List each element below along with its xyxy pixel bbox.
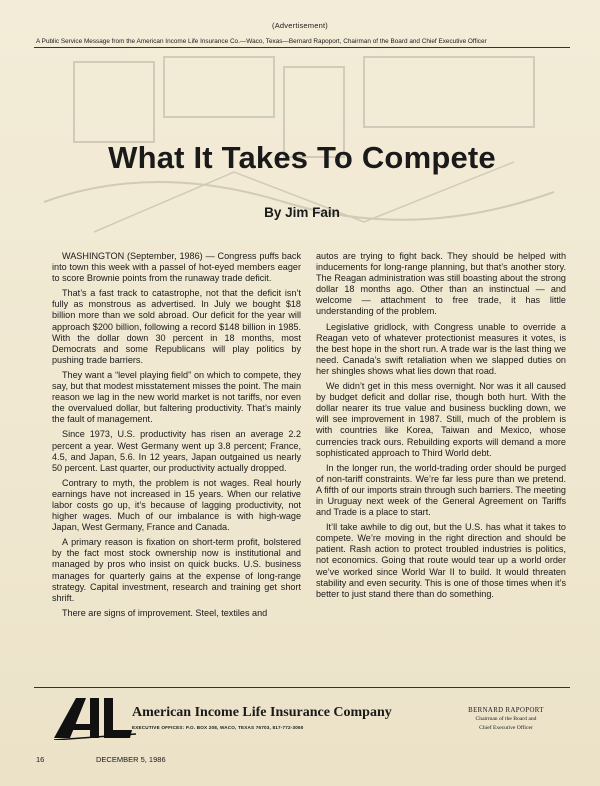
paragraph: It’ll take awhile to dig out, but the U.S. has what it takes to compete. We’re moving in the right direction and should be patient. Rash action to protect troubled industries is politics, not economics. Going that route would tear up a world order we’ve worked since World War II to build. It would threaten stability and even security. This is one of those times when it’s better to just stand there than do something. — [316, 522, 566, 599]
paragraph: In the longer run, the world-trading order should be purged of non-tariff constraints. We’re far less pure than we pretend. A fifth of our imports strain through such barriers. The meeting in Uruguay next week of the General Agreement on Tariffs and Trade is a place to start. — [316, 462, 566, 518]
bottom-rule — [34, 687, 570, 688]
signer-name: BERNARD RAPOPORT — [468, 707, 544, 714]
paragraph: Legislative gridlock, with Congress unable to override a Reagan veto of whatever protectionist measures it votes, is the best hope in the short run. A trade war is the last thing we need. Canada’s swift retaliation when we slapped duties on her shingles shows what lies down that road. — [316, 321, 566, 376]
issue-date: DECEMBER 5, 1986 — [96, 755, 166, 764]
page-number: 16 — [36, 755, 45, 764]
article-column-left — [52, 251, 301, 623]
article-byline: By Jim Fain — [264, 205, 340, 220]
company-name: American Income Life Insurance Company — [132, 705, 392, 720]
paragraph: A primary reason is fixation on short-term profit, bolstered by the fact most stock ownership now is institutional and managed by pros who insist on quick bucks. U.S. business manages for quarterly gains at the expense of long-range strategy. Capital investment, research and training get short shrift. — [52, 537, 301, 603]
paragraph: That’s a fast track to catastrophe, not that the deficit isn’t fully as monstrous as advertised. In July we bought $18 billion more than we sold abroad. Our deficit for the year will approach $200 billion, following a record $148 billion in 1985. With the dollar down 30 percent in 18 months, most Democrats and some Republicans will play politics by pushing trade barriers. — [52, 288, 301, 365]
top-rule — [34, 47, 570, 48]
paragraph: We didn’t get in this mess overnight. Nor was it all caused by budget deficit and dollar rise, though both hurt. With the dollar nearer its true value and business buckling down, we will see improvement in 1987. Still, much of the problem is with countries like Korea, Taiwan and Mexico, whose currencies track ours. Rebuilding exports will demand a more sophisticated approach to Third World debt. — [316, 381, 566, 458]
ail-logo-icon — [52, 694, 136, 740]
executive-offices: EXECUTIVE OFFICES: P.O. BOX 208, WACO, TEXAS 76703, 817-772-3050 — [132, 725, 304, 730]
paragraph: WASHINGTON (September, 1986) — Congress puffs back into town this week with a passel of hot-eyed members eager to score Brownie points from the runaway trade deficit. — [52, 251, 301, 284]
paragraph: Since 1973, U.S. productivity has risen an average 2.2 percent a year. West Germany went up 3.8 percent; France, 4.5, and Japan, 5.6. In 12 years, Japan outgained us nearly 50 percent. Last quarter, our productivity actually dropped. — [52, 429, 301, 473]
paragraph: There are signs of improvement. Steel, textiles and — [62, 607, 268, 618]
signer-block — [452, 706, 560, 733]
paragraph: Contrary to myth, the problem is not wages. Real hourly earnings have not increased in 15 years. When our relative labor costs go up, it’s because of lagging productivity, not higher wages. Much of our imbalance is with high-wage Japan, West Germany, France and Canada. — [52, 477, 301, 533]
article-headline: What It Takes To Compete — [108, 140, 496, 175]
signer-title-line-2: Chief Executive Officer — [479, 725, 533, 731]
paragraph: They want a “level playing field” on which to compete, they say, but that modest misstatement misses the point. The main reason we lag in the new world market is not tariffs, nor even the overvalued dollar, but faltering productivity. That’s mainly the fault of management. — [52, 369, 301, 425]
paragraph: autos are trying to fight back. They should be helped with inducements for long-range planning, but that’s another story. The Reagan administration was still boasting about the strong dollar 18 months ago. Other than an instinctual — and welcome — attachment to free trade, it has little understanding of the problem. — [316, 251, 566, 317]
article-column-right — [316, 251, 566, 604]
signer-title-line-1: Chairman of the Board and — [475, 716, 537, 722]
advertisement-label: (Advertisement) — [272, 21, 328, 30]
psa-line: A Public Service Message from the American Income Life Insurance Co.—Waco, Texas—Bernard Rapoport, Chairman of the Board and Chief Executive Officer — [36, 38, 487, 45]
